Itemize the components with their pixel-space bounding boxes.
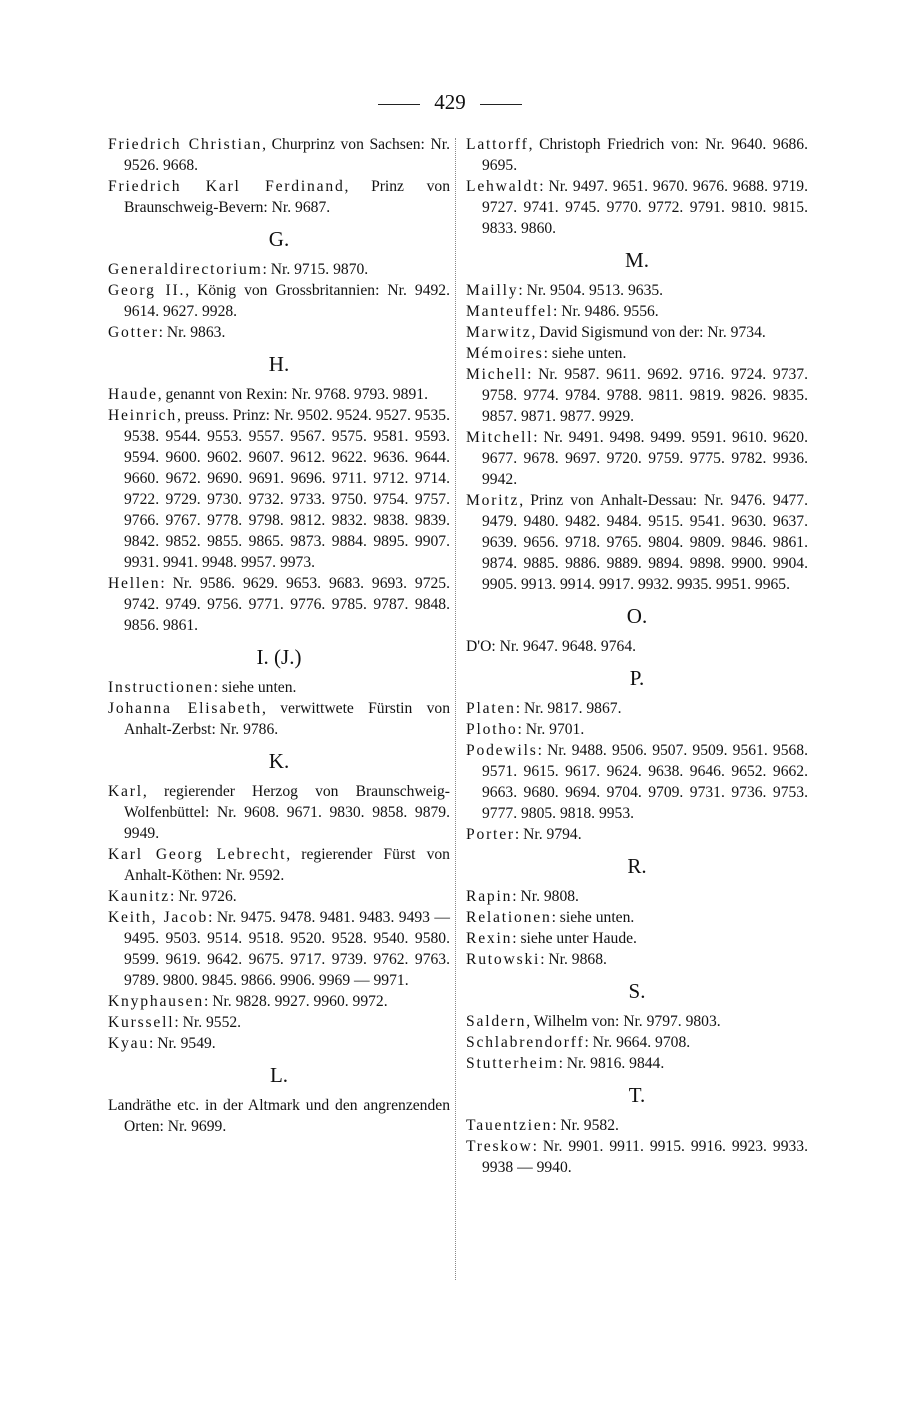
entry-references: , genannt von Rexin: Nr. 9768. 9793. 9891. xyxy=(157,386,428,403)
section-heading-t: T. xyxy=(628,1083,646,1107)
entry-name: Mémoires xyxy=(466,345,544,362)
entry-name: Schlabrendorff xyxy=(466,1034,585,1051)
index-entry xyxy=(466,1115,808,1136)
entry-references: : Nr. 9488. 9506. 9507. 9509. 9561. 9568. 9571. 9615. 9617. 9624. 9638. 9646. 9652. 9662. 9663. 9680. 9694. 9704. 9709. 9731. 9736. 9753. 9777. 9805. 9818. 9953. xyxy=(482,742,808,822)
entry-references: , Wilhelm von: Nr. 9797. 9803. xyxy=(526,1013,721,1030)
index-entry xyxy=(108,677,450,698)
entry-name: Heinrich xyxy=(108,407,177,424)
index-entry xyxy=(466,928,808,949)
index-entry xyxy=(466,280,808,301)
entry-name: Tauentzien xyxy=(466,1117,553,1134)
index-entry xyxy=(466,490,808,595)
index-entry xyxy=(108,886,450,907)
index-entry xyxy=(108,259,450,280)
index-entry xyxy=(466,886,808,907)
entry-references: : Nr. 9816. 9844. xyxy=(558,1055,665,1072)
index-entry xyxy=(466,1011,808,1032)
section-heading-l: L. xyxy=(269,1063,289,1087)
entry-references: : Nr. 9808. xyxy=(512,888,579,905)
entry-references: , preuss. Prinz: Nr. 9502. 9524. 9527. 9535. 9538. 9544. 9553. 9557. 9567. 9575. 9581. 9593. 9594. 9600. 9602. 9607. 9612. 9622. 9636. 9644. 9660. 9672. 9690. 9691. 9696. 9711. 9712. 9714. 9722. 9729. 9730. 9732. 9733. 9750. 9754. 9757. 9766. 9767. 9778. 9798. 9812. 9832. 9838. 9839. 9842. 9852. 9855. 9865. 9873. 9884. 9895. 9907. 9931. 9941. 9948. 9957. 9973. xyxy=(124,407,450,571)
entry-references: , Churprinz von Sachsen: Nr. 9526. 9668. xyxy=(124,136,450,174)
index-entry xyxy=(108,844,450,886)
index-entry xyxy=(466,740,808,824)
entry-references: : Nr. 9868. xyxy=(540,951,607,968)
entry-references: D'O: Nr. 9647. 9648. 9764. xyxy=(466,638,637,655)
entry-references: : Nr. 9587. 9611. 9692. 9716. 9724. 9737. 9758. 9774. 9784. 9788. 9811. 9819. 9826. 9835. 9857. 9871. 9877. 9929. xyxy=(482,366,808,425)
entry-references: : Nr. 9504. 9513. 9635. xyxy=(518,282,664,299)
index-entry xyxy=(108,176,450,218)
index-entry xyxy=(466,1053,808,1074)
index-entry xyxy=(108,322,450,343)
entry-name: Relationen xyxy=(466,909,552,926)
index-entry xyxy=(108,781,450,844)
index-column-left xyxy=(108,134,450,1137)
index-entry xyxy=(466,176,808,239)
index-entry xyxy=(108,907,450,991)
entry-name: Karl Georg Lebrecht xyxy=(108,846,287,863)
entry-references: : Nr. 9491. 9498. 9499. 9591. 9610. 9620. 9677. 9678. 9697. 9720. 9759. 9775. 9782. 9936. 9942. xyxy=(482,429,808,488)
entry-name: Manteuffel xyxy=(466,303,553,320)
index-entry xyxy=(466,698,808,719)
page-number: 429 xyxy=(434,90,466,114)
section-heading-p: P. xyxy=(629,666,645,690)
index-entry xyxy=(108,1012,450,1033)
entry-name: Lehwaldt xyxy=(466,178,540,195)
entry-name: Michell xyxy=(466,366,528,383)
entry-references: Landräthe etc. in der Altmark und den angrenzenden Orten: Nr. 9699. xyxy=(108,1097,450,1135)
entry-name: Marwitz xyxy=(466,324,532,341)
section-heading-r: R. xyxy=(627,854,647,878)
index-entry xyxy=(466,322,808,343)
page-header xyxy=(0,90,900,115)
index-entry xyxy=(466,949,808,970)
index-entry xyxy=(108,1095,450,1137)
entry-references: : Nr. 9475. 9478. 9481. 9483. 9493 — 9495. 9503. 9514. 9518. 9520. 9528. 9540. 9580. 9599. 9619. 9642. 9675. 9717. 9739. 9762. 9763. 9789. 9800. 9845. 9866. 9906. 9969 — 9971. xyxy=(124,909,450,989)
entry-references: , regierender Fürst von Anhalt-Köthen: Nr. 9592. xyxy=(124,846,450,884)
entry-references: : Nr. 9828. 9927. 9960. 9972. xyxy=(203,993,388,1010)
entry-references: : Nr. 9901. 9911. 9915. 9916. 9923. 9933. 9938 — 9940. xyxy=(482,1138,808,1176)
index-column-right xyxy=(466,134,808,1178)
entry-name: Treskow xyxy=(466,1138,533,1155)
entry-name: Generaldirectorium xyxy=(108,261,263,278)
index-entry xyxy=(108,1033,450,1054)
header-rule-right xyxy=(480,104,522,105)
index-entry xyxy=(108,698,450,740)
entry-name: Moritz xyxy=(466,492,520,509)
entry-references: : Nr. 9794. xyxy=(514,826,582,843)
entry-name: Plotho xyxy=(466,721,518,738)
index-entry xyxy=(466,301,808,322)
section-heading-i-j: I. (J.) xyxy=(256,645,302,669)
entry-references: , Prinz von Anhalt-Dessau: Nr. 9476. 9477. 9479. 9480. 9482. 9484. 9515. 9541. 9630. 9637. 9639. 9656. 9718. 9765. 9804. 9809. 9846. 9861. 9874. 9885. 9886. 9889. 9894. 9898. 9900. 9904. 9905. 9913. 9914. 9917. 9932. 9935. 9951. 9965. xyxy=(482,492,808,593)
entry-name: Kaunitz xyxy=(108,888,170,905)
section-heading-g: G. xyxy=(268,227,290,251)
index-entry xyxy=(466,364,808,427)
index-entry xyxy=(466,719,808,740)
entry-name: Johanna Elisabeth xyxy=(108,700,263,717)
section-heading-m: M. xyxy=(625,248,649,272)
entry-name: Knyphausen xyxy=(108,993,204,1010)
section-heading-k: K. xyxy=(268,749,290,773)
index-entry xyxy=(466,134,808,176)
entry-name: Porter xyxy=(466,826,515,843)
index-entry xyxy=(466,1032,808,1053)
entry-name: Gotter xyxy=(108,324,159,341)
section-heading-o: O. xyxy=(626,604,648,628)
entry-name: Rexin xyxy=(466,930,513,947)
entry-name: Keith, Jacob xyxy=(108,909,209,926)
entry-references: : Nr. 9486. 9556. xyxy=(553,303,659,320)
index-entry xyxy=(466,343,808,364)
entry-references: : Nr. 9701. xyxy=(517,721,585,738)
entry-name: Friedrich Karl Ferdinand xyxy=(108,178,345,195)
index-entry xyxy=(108,384,450,405)
entry-references: , verwittwete Fürstin von Anhalt-Zerbst: Nr. 9786. xyxy=(124,700,450,738)
entry-name: Platen xyxy=(466,700,516,717)
entry-references: : siehe unten. xyxy=(543,345,627,362)
entry-name: Karl xyxy=(108,783,143,800)
index-entry xyxy=(466,824,808,845)
index-entry xyxy=(108,991,450,1012)
entry-references: : siehe unten. xyxy=(213,679,297,696)
column-divider xyxy=(455,138,456,1280)
entry-references: , Christoph Friedrich von: Nr. 9640. 9686. 9695. xyxy=(482,136,808,174)
entry-references: : Nr. 9863. xyxy=(158,324,226,341)
entry-references: , regierender Herzog von Braunschweig-Wolfenbüttel: Nr. 9608. 9671. 9830. 9858. 9879. 9949. xyxy=(124,783,450,842)
index-entry xyxy=(108,405,450,573)
index-entry xyxy=(466,427,808,490)
entry-references: : Nr. 9549. xyxy=(148,1035,216,1052)
entry-name: Haude xyxy=(108,386,158,403)
entry-references: : siehe unten. xyxy=(551,909,635,926)
entry-name: Stutterheim xyxy=(466,1055,559,1072)
entry-name: Rapin xyxy=(466,888,513,905)
entry-name: Georg II. xyxy=(108,282,186,299)
entry-name: Podewils xyxy=(466,742,538,759)
entry-name: Mitchell xyxy=(466,429,534,446)
entry-references: : Nr. 9726. xyxy=(169,888,237,905)
entry-references: : Nr. 9586. 9629. 9653. 9683. 9693. 9725. 9742. 9749. 9756. 9771. 9776. 9785. 9787. 9848. 9856. 9861. xyxy=(124,575,450,634)
entry-references: , König von Grossbritannien: Nr. 9492. 9614. 9627. 9928. xyxy=(124,282,450,320)
index-entry xyxy=(108,573,450,636)
entry-references: : Nr. 9582. xyxy=(552,1117,619,1134)
entry-references: , David Sigismund von der: Nr. 9734. xyxy=(531,324,766,341)
entry-name: Saldern xyxy=(466,1013,527,1030)
index-entry xyxy=(466,1136,808,1178)
entry-name: Rutowski xyxy=(466,951,541,968)
entry-name: Lattorff xyxy=(466,136,529,153)
entry-name: Friedrich Christian xyxy=(108,136,263,153)
entry-references: : siehe unter Haude. xyxy=(512,930,637,947)
entry-name: Hellen xyxy=(108,575,161,592)
entry-name: Instructionen xyxy=(108,679,214,696)
entry-references: : Nr. 9817. 9867. xyxy=(515,700,622,717)
entry-name: Mailly xyxy=(466,282,519,299)
entry-references: : Nr. 9715. 9870. xyxy=(262,261,369,278)
entry-references: : Nr. 9497. 9651. 9670. 9676. 9688. 9719. 9727. 9741. 9745. 9770. 9772. 9791. 9810. 9815. 9833. 9860. xyxy=(482,178,808,237)
entry-references: , Prinz von Braunschweig-Bevern: Nr. 9687. xyxy=(124,178,450,216)
section-heading-s: S. xyxy=(628,979,646,1003)
entry-references: : Nr. 9664. 9708. xyxy=(584,1034,691,1051)
entry-name: Kyau xyxy=(108,1035,149,1052)
index-entry xyxy=(466,636,808,657)
entry-references: : Nr. 9552. xyxy=(174,1014,242,1031)
index-entry xyxy=(108,134,450,176)
header-rule-left xyxy=(378,104,420,105)
index-entry xyxy=(466,907,808,928)
section-heading-h: H. xyxy=(268,352,290,376)
index-entry xyxy=(108,280,450,322)
entry-name: Kurssell xyxy=(108,1014,175,1031)
